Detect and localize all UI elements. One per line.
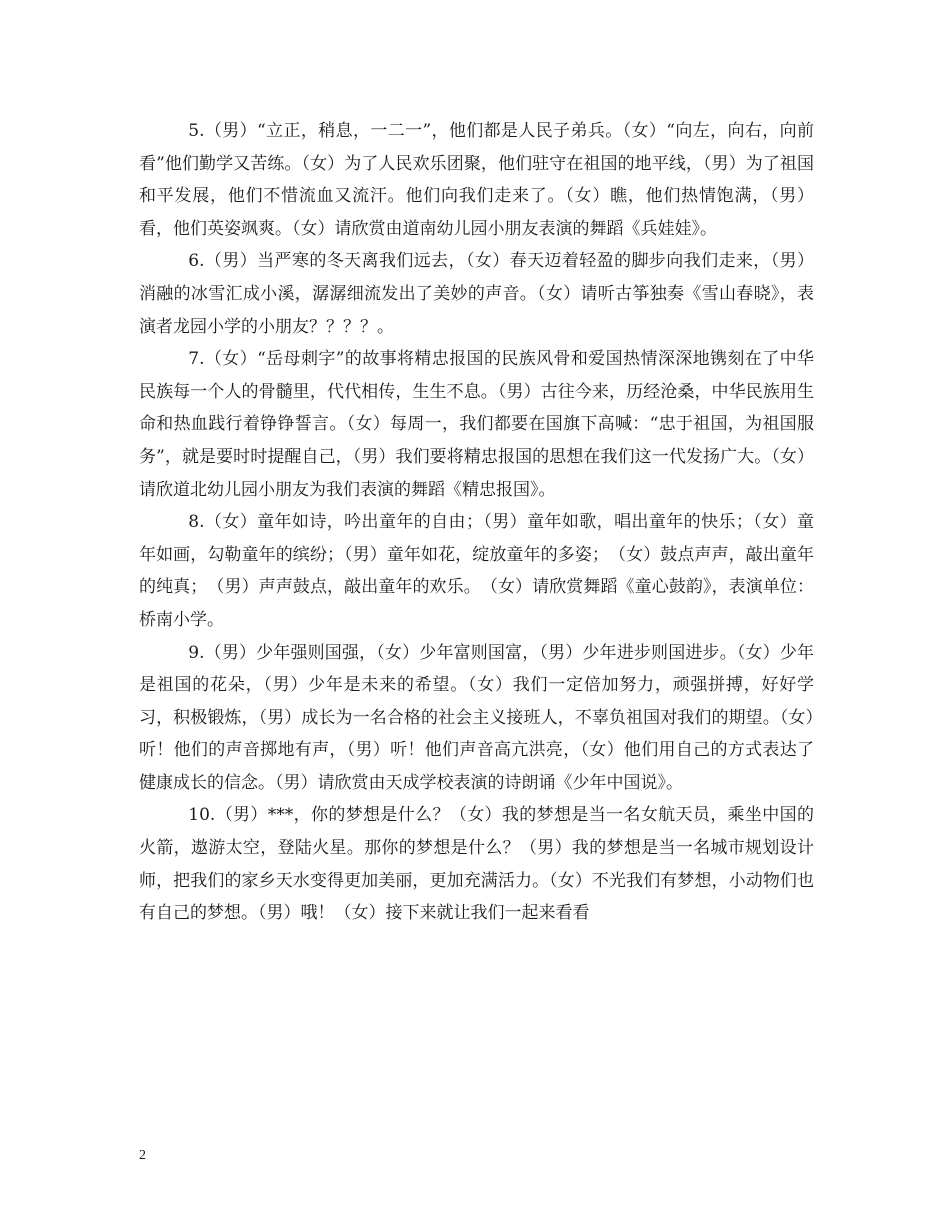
paragraph-9: 9.（男）少年强则国强，（女）少年富则国富，（男）少年进步则国进步。（女）少年是祖国的花朵，（男）少年是未来的希望。（女）我们一定倍加努力，顽强拼搏，好好学习，积极锻炼，（男）成长为一名合格的社会主义接班人，不辜负祖国对我们的期望。（女）听！他们的声音掷地有声，（男）听！他们声音高亢洪亮，（女）他们用自己的方式表达了健康成长的信念。（男）请欣赏由天成学校表演的诗朗诵《少年中国说》。	[139, 642, 814, 793]
paragraph-6: 6.（男）当严寒的冬天离我们远去，（女）春天迈着轻盈的脚步向我们走来，（男）消融的冰雪汇成小溪，潺潺细流发出了美妙的声音。（女）请听古筝独奏《雪山春晓》，表演者龙园小学的小朋友？？？？。	[139, 251, 814, 337]
page-number: 2	[139, 1148, 146, 1163]
paragraph-5: 5.（男）“立正，稍息，一二一”，他们都是人民子弟兵。（女）“向左，向右，向前看”他们勤学又苦练。（女）为了人民欢乐团聚，他们驻守在祖国的地平线，（男）为了祖国和平发展，他们不惜流血又流汗。他们向我们走来了。（女）瞧，他们热情饱满，（男）看，他们英姿飒爽。（女）请欣赏由道南幼儿园小朋友表演的舞蹈《兵娃娃》。	[139, 121, 814, 239]
paragraph-7: 7.（女）“岳母刺字”的故事将精忠报国的民族风骨和爱国热情深深地镌刻在了中华民族每一个人的骨髓里，代代相传，生生不息。（男）古往今来，历经沧桑，中华民族用生命和热血践行着铮铮誓言。（女）每周一，我们都要在国旗下高喊：“忠于祖国，为祖国服务”，就是要时时提醒自己，（男）我们要将精忠报国的思想在我们这一代发扬广大。（女）请欣道北幼儿园小朋友为我们表演的舞蹈《精忠报国》。	[139, 349, 814, 500]
document-body	[139, 115, 814, 930]
paragraph-8: 8.（女）童年如诗，吟出童年的自由；（男）童年如歌，唱出童年的快乐；（女）童年如画，勾勒童年的缤纷；（男）童年如花，绽放童年的多姿； （女）鼓点声声，敲出童年的纯真； （男）声声鼓点，敲出童年的欢乐。 （女）请欣赏舞蹈《童心鼓韵》，表演单位：桥南小学。	[139, 512, 814, 630]
paragraph-10: 10.（男）***，你的梦想是什么？（女）我的梦想是当一名女航天员，乘坐中国的火箭，遨游太空，登陆火星。那你的梦想是什么？（男）我的梦想是当一名城市规划设计师，把我们的家乡天水变得更加美丽，更加充满活力。（女）不光我们有梦想，小动物们也有自己的梦想。（男）哦！（女）接下来就让我们一起来看看	[139, 805, 814, 924]
